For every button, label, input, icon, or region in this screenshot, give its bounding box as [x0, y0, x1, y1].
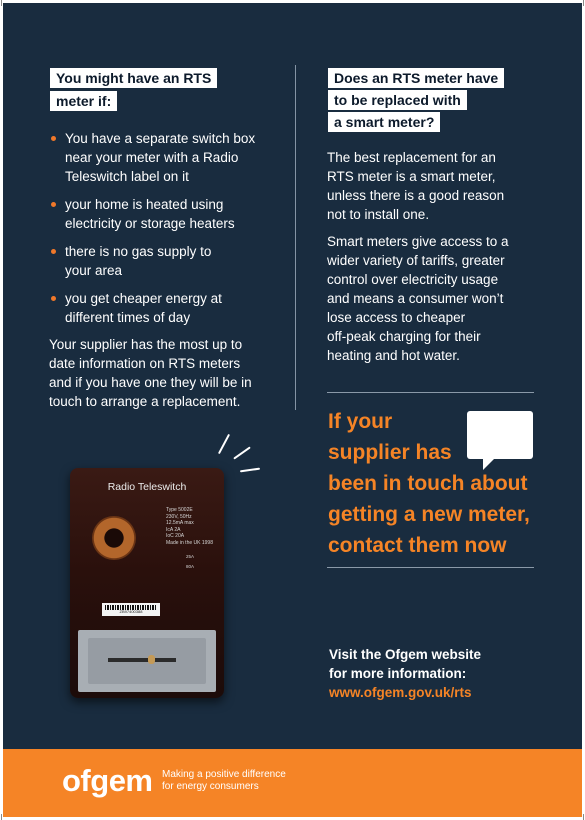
list-item: there is no gas supply to your area	[51, 242, 287, 280]
list-item: your home is heated using electricity or storage heaters	[51, 195, 287, 233]
ofgem-url-link[interactable]: www.ofgem.gov.uk/rts	[329, 685, 472, 700]
list-item: you get cheaper energy at different times of day	[51, 289, 287, 327]
crop-mark	[1, 0, 2, 6]
right-heading-line-2: to be replaced with	[328, 90, 467, 110]
cta-divider-bottom	[327, 567, 534, 568]
crop-mark	[1, 814, 2, 820]
burst-line	[240, 468, 260, 473]
switch-knob	[148, 655, 155, 664]
switch-lever	[108, 658, 176, 662]
column-divider	[295, 65, 296, 410]
burst-line	[233, 446, 251, 459]
list-item: You have a separate switch box near your meter with a Radio Teleswitch label on it	[51, 129, 287, 186]
meter-coil	[92, 516, 136, 560]
meter-rating-a: 25A	[186, 554, 195, 559]
burst-line	[218, 434, 230, 454]
orange-dot-icon	[51, 202, 56, 207]
orange-dot-icon	[51, 136, 56, 141]
rts-criteria-list	[51, 129, 287, 336]
contact-callout: If your supplier has been in touch about getting a new meter, contact them now	[328, 410, 530, 557]
cta-divider-top	[327, 392, 534, 393]
leaflet-page	[3, 3, 582, 817]
meter-rating-b: 80A	[186, 564, 195, 569]
crop-mark	[583, 0, 584, 6]
barcode-label: ZB97400388	[102, 603, 160, 616]
ofgem-tagline: Making a positive difference for energy consumers	[162, 769, 286, 792]
right-heading-line-1: Does an RTS meter have	[328, 68, 504, 88]
smart-meter-paragraph: Smart meters give access to a wider variety of tariffs, greater control over electricity usage and means a consumer won’t lose access to cheaper off-peak charging for their heating and hot water.	[327, 234, 509, 363]
visit-ofgem: Visit the Ofgem website for more information: www.ofgem.gov.uk/rts	[329, 647, 482, 700]
ofgem-logo: ofgem	[62, 763, 153, 798]
footer-band	[3, 749, 582, 817]
replacement-paragraph: The best replacement for an RTS meter is a smart meter, unless there is a good reason not to install one.	[327, 150, 505, 222]
right-heading-line-3: a smart meter?	[328, 112, 440, 132]
radio-teleswitch-photo	[70, 468, 224, 698]
supplier-paragraph: Your supplier has the most up to date information on RTS meters and if you have one they will be in touch to arrange a replacement.	[49, 337, 252, 409]
orange-dot-icon	[51, 296, 56, 301]
meter-label: Radio Teleswitch	[107, 481, 187, 493]
orange-dot-icon	[51, 249, 56, 254]
left-heading-line-2: meter if:	[50, 91, 117, 111]
meter-spec-text: Type 5002E 230V, 50Hz 12.5mA max IcA 2A IoC 20A Made in the UK 1998	[166, 507, 213, 546]
crop-mark	[583, 814, 584, 820]
left-heading-line-1: You might have an RTS	[50, 68, 217, 88]
